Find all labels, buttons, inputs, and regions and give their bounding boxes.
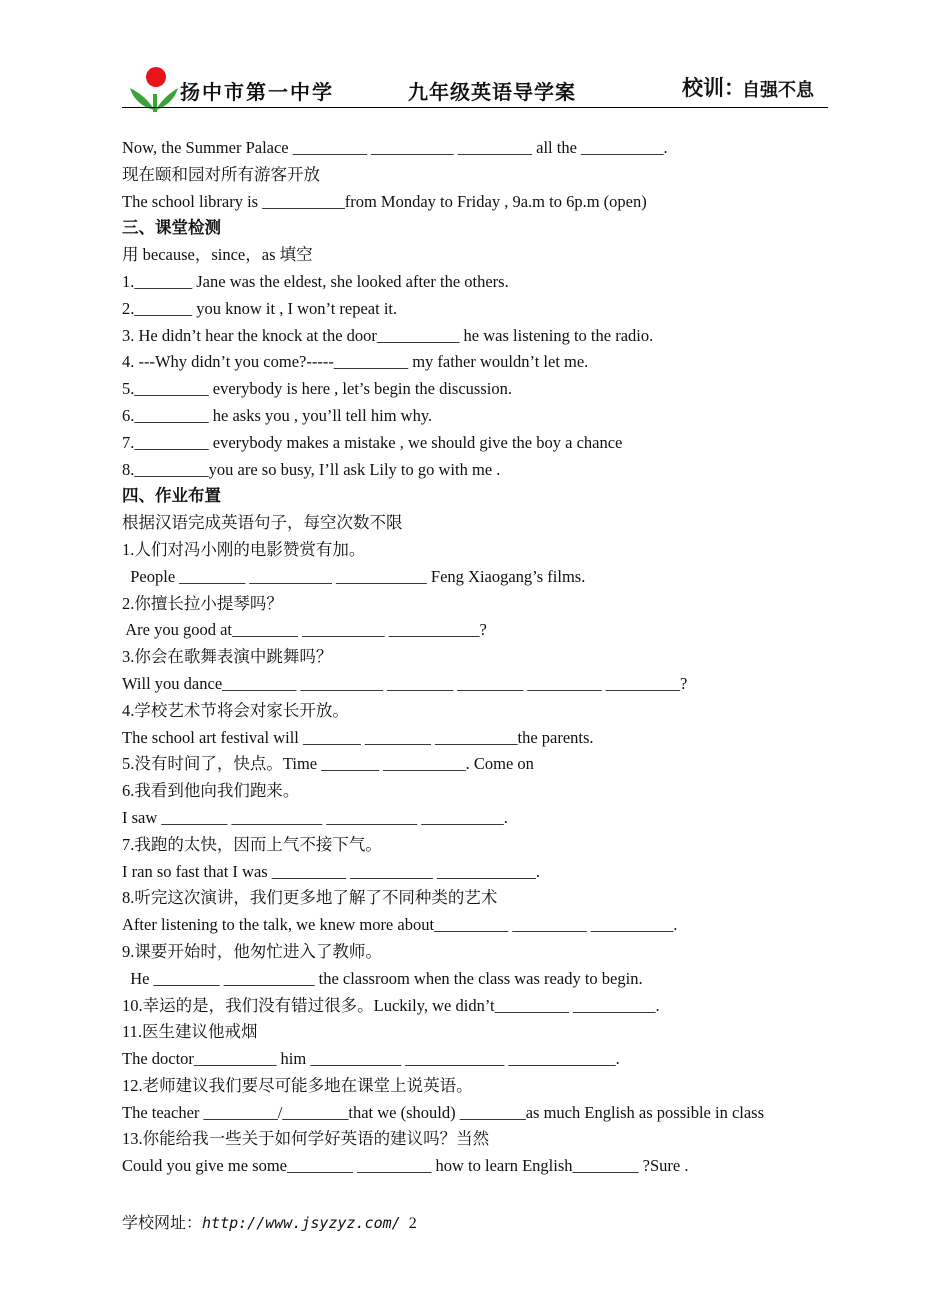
page-number: 2 [408,1215,417,1232]
worksheet-line: 3.你会在歌舞表演中跳舞吗？ [122,647,333,667]
school-url-link[interactable]: http://www.jsyzyz.com/ [202,1214,401,1232]
header-divider [122,107,828,108]
worksheet-line: 8._________you are so busy, I’ll ask Lily to go with me . [122,459,501,479]
worksheet-line: After listening to the talk, we knew more about_________ _________ __________. [122,915,678,935]
worksheet-line: 11.医生建议他戒烟 [122,1022,258,1042]
document-title: 九年级英语导学案 [408,80,576,104]
worksheet-line: 5.没有时间了，快点。Time _______ __________. Come on [122,754,534,774]
worksheet-line: 1.人们对冯小刚的电影赞赏有加。 [122,539,366,559]
worksheet-line: 2.你擅长拉小提琴吗？ [122,593,283,613]
worksheet-line: 10.幸运的是，我们没有错过很多。Luckily, we didn’t_________ __________. [122,995,660,1015]
worksheet-body [122,135,832,1180]
worksheet-line: I ran so fast that I was _________ __________ ____________. [122,861,540,881]
worksheet-line: 6.我看到他向我们跑来。 [122,781,300,801]
worksheet-line: Will you dance_________ __________ ________ ________ _________ _________? [122,673,688,693]
page-header [122,60,828,108]
worksheet-line: 7.我跑的太快，因而上气不接下气。 [122,834,382,854]
motto-label: 校训： [682,76,745,100]
worksheet-line: 13.你能给我一些关于如何学好英语的建议吗？当然 [122,1129,490,1149]
worksheet-line: 5._________ everybody is here , let’s begin the discussion. [122,379,512,399]
worksheet-line: People ________ __________ ___________ Feng Xiaogang’s films. [122,566,586,586]
motto-text: 自强不息 [742,80,814,101]
page-footer [122,1210,417,1233]
footer-label: 学校网址： [122,1215,203,1232]
worksheet-line: Could you give me some________ _________ how to learn English________ ?Sure . [122,1156,689,1176]
worksheet-line: He ________ ___________ the classroom when the class was ready to begin. [122,968,643,988]
worksheet-line: 4. ---Why didn’t you come?-----_________ my father wouldn’t let me. [122,352,589,372]
worksheet-line: The teacher _________/________that we (should) ________as much English as possible in class [122,1102,765,1122]
worksheet-line: The doctor__________ him ___________ ____________ _____________. [122,1049,620,1069]
worksheet-line: The school library is __________from Monday to Friday , 9a.m to 6p.m (open) [122,191,647,211]
worksheet-line: 7._________ everybody makes a mistake , we should give the boy a chance [122,432,623,452]
worksheet-line: 6._________ he asks you , you’ll tell him why. [122,405,433,425]
worksheet-line: I saw ________ ___________ ___________ __________. [122,807,508,827]
worksheet-line: 用 because，since，as 填空 [122,245,313,265]
section-heading: 三、课堂检测 [122,218,221,238]
worksheet-line: 8.听完这次演讲，我们更多地了解了不同种类的艺术 [122,888,498,908]
section-heading: 四、作业布置 [122,486,221,506]
worksheet-line: 根据汉语完成英语句子，每空次数不限 [122,513,403,533]
school-name: 扬中市第一中学 [180,80,334,104]
worksheet-line: The school art festival will _______ ________ __________the parents. [122,727,594,747]
worksheet-line: 4.学校艺术节将会对家长开放。 [122,700,349,720]
worksheet-line: 12.老师建议我们要尽可能多地在课堂上说英语。 [122,1075,473,1095]
worksheet-line: 9.课要开始时，他匆忙进入了教师。 [122,941,382,961]
worksheet-line: 现在颐和园对所有游客开放 [122,164,320,184]
worksheet-line: 1._______ Jane was the eldest, she looked after the others. [122,271,509,291]
worksheet-line: 3. He didn’t hear the knock at the door__________ he was listening to the radio. [122,325,654,345]
worksheet-line: Now, the Summer Palace _________ __________ _________ all the __________. [122,138,668,157]
worksheet-line: Are you good at________ __________ ___________? [122,620,487,640]
worksheet-line: 2._______ you know it , I won’t repeat it. [122,298,398,318]
